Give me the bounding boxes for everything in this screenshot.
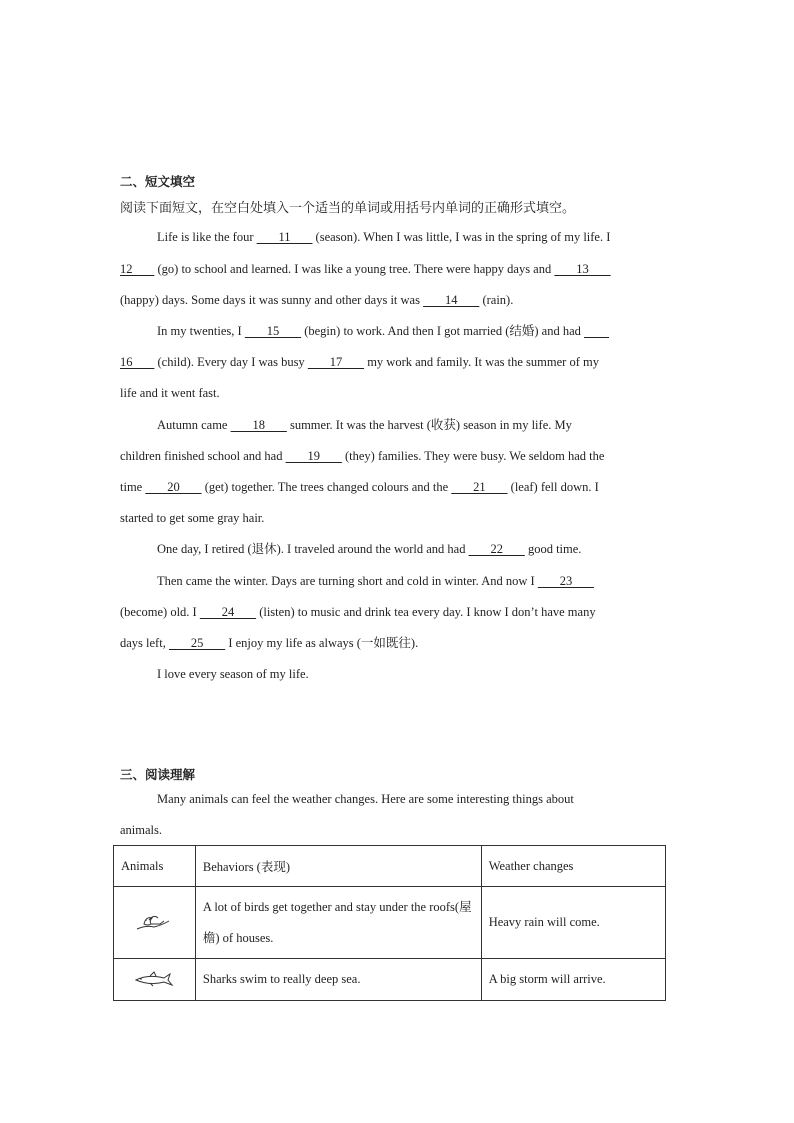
animals-weather-table xyxy=(113,845,666,1001)
passage-line: days left, 25 I enjoy my life as always (一如既往). xyxy=(120,636,419,650)
blank-25[interactable]: 25 xyxy=(168,636,226,650)
blank-21[interactable]: 21 xyxy=(451,480,508,494)
reading-intro: Many animals can feel the weather changes. Here are some interesting things about xyxy=(157,792,574,806)
reading-intro: animals. xyxy=(120,823,163,837)
section-heading-fill-blank: 二、短文填空 xyxy=(120,174,196,189)
behavior-cell: Sharks swim to really deep sea. xyxy=(195,959,481,1001)
table-header-row xyxy=(114,846,666,887)
shark-icon xyxy=(132,971,176,989)
passage-line: I love every season of my life. xyxy=(157,667,309,681)
blank-19[interactable]: 19 xyxy=(285,449,342,463)
animal-cell xyxy=(114,887,196,959)
blank-23[interactable]: 23 xyxy=(537,574,595,588)
weather-cell: Heavy rain will come. xyxy=(481,887,665,959)
blank-22[interactable]: 22 xyxy=(468,542,525,556)
table-header: Weather changes xyxy=(481,846,665,887)
passage-line: (happy) days. Some days it was sunny and other days it was 14 (rain). xyxy=(120,293,514,307)
animal-cell xyxy=(114,959,196,1001)
passage-line: 16 (child). Every day I was busy 17 my work and family. It was the summer of my xyxy=(120,355,599,369)
passage-line: In my twenties, I 15 (begin) to work. And then I got married (结婚) and had xyxy=(157,323,609,339)
blank-14[interactable]: 14 xyxy=(423,293,480,307)
blank-12[interactable]: 12 xyxy=(120,262,155,276)
passage-line: Then came the winter. Days are turning short and cold in winter. And now I 23 xyxy=(157,574,595,588)
passage-line: Life is like the four 11 (season). When I was little, I was in the spring of my life. I xyxy=(157,230,611,244)
passage-line: started to get some gray hair. xyxy=(120,511,265,525)
behavior-cell: A lot of birds get together and stay under the roofs(屋檐) of houses. xyxy=(195,887,481,959)
table-row xyxy=(114,959,666,1001)
blank-24[interactable]: 24 xyxy=(199,605,257,619)
blank-11[interactable]: 11 xyxy=(256,230,313,244)
blank-13[interactable]: 13 xyxy=(554,262,611,276)
passage-line: 12 (go) to school and learned. I was like a young tree. There were happy days and 13 xyxy=(120,262,611,276)
blank-20[interactable]: 20 xyxy=(145,480,202,494)
section-heading-reading: 三、阅读理解 xyxy=(120,767,196,782)
blank-17[interactable]: 17 xyxy=(307,355,365,369)
section-instruction: 阅读下面短文，在空白处填入一个适当的单词或用括号内单词的正确形式填空。 xyxy=(120,201,576,216)
blank-15[interactable]: 15 xyxy=(244,324,302,338)
blank-16[interactable]: 16 xyxy=(120,355,155,369)
passage-line: life and it went fast. xyxy=(120,386,220,400)
blank-18[interactable]: 18 xyxy=(230,418,287,432)
passage-line: time 20 (get) together. The trees changed colours and the 21 (leaf) fell down. I xyxy=(120,480,599,494)
passage-line: Autumn came 18 summer. It was the harvest (收获) season in my life. My xyxy=(157,418,572,432)
table-header: Animals xyxy=(114,846,196,887)
table-header: Behaviors (表现) xyxy=(195,846,481,887)
bird-icon xyxy=(134,912,174,934)
passage-line: One day, I retired (退休). I traveled around the world and had 22 good time. xyxy=(157,542,582,556)
blank-16-start[interactable] xyxy=(584,324,609,338)
table-row xyxy=(114,887,666,959)
passage-line: children finished school and had 19 (they) families. They were busy. We seldom had the xyxy=(120,449,605,463)
weather-cell: A big storm will arrive. xyxy=(481,959,665,1001)
passage-line: (become) old. I 24 (listen) to music and drink tea every day. I know I don’t have many xyxy=(120,605,596,619)
